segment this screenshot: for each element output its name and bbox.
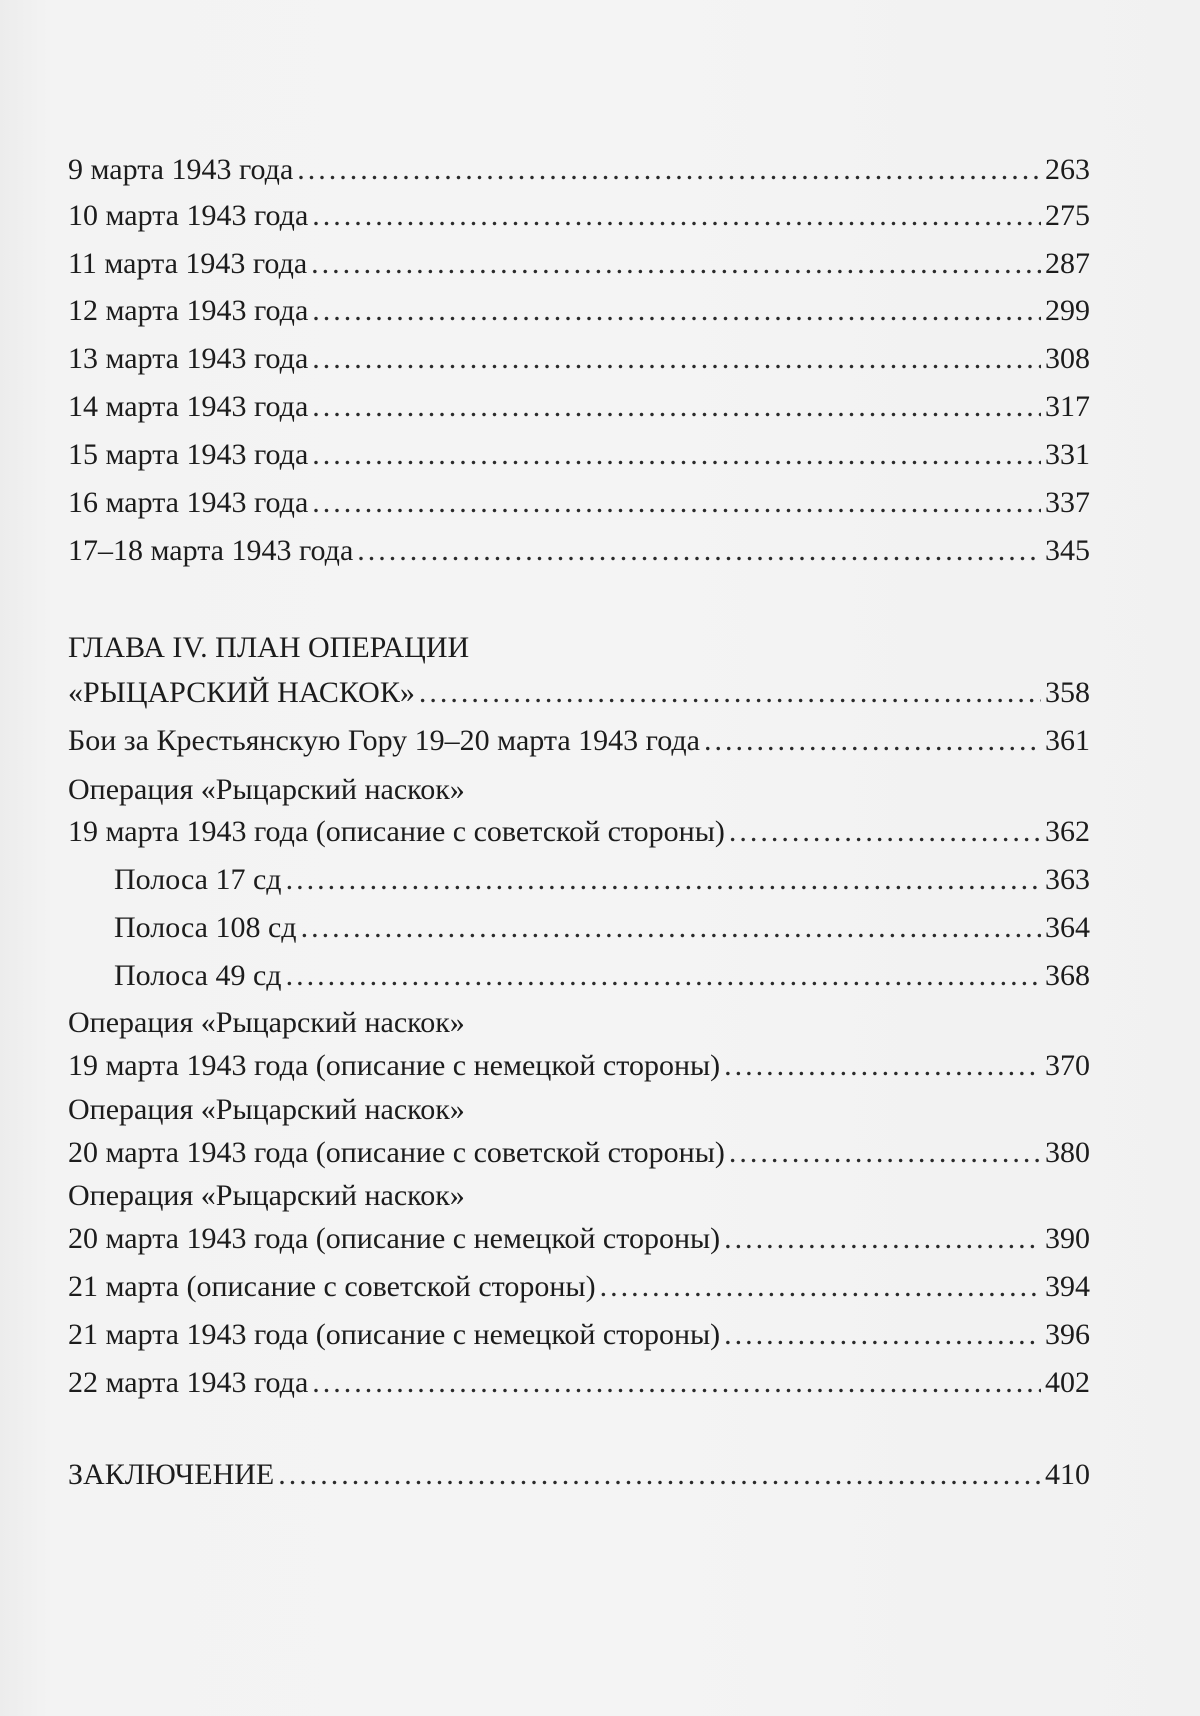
toc-page-number: 287 — [1045, 247, 1090, 280]
leader-dots — [724, 1313, 1041, 1357]
leader-dots — [419, 671, 1041, 715]
toc-entry-label: 19 марта 1943 года (описание с советской стороны) — [68, 815, 725, 848]
leader-dots — [704, 719, 1041, 763]
toc-page-number: 308 — [1045, 342, 1090, 375]
toc-entry-label: Бои за Крестьянскую Гору 19–20 марта 1943 года — [68, 724, 700, 757]
toc-entry-label: 19 марта 1943 года (описание с немецкой стороны) — [68, 1049, 721, 1082]
toc-entry-march-16 — [68, 481, 1090, 525]
toc-entry-march-15 — [68, 433, 1090, 477]
toc-entry-label: 17–18 марта 1943 года — [68, 534, 354, 567]
toc-entry-op-20-german — [68, 1217, 1090, 1261]
toc-entry-op-19-german — [68, 1044, 1090, 1088]
toc-page-number: 396 — [1045, 1318, 1090, 1351]
toc-entry-label: 20 марта 1943 года (описание с советской стороны) — [68, 1136, 725, 1169]
toc-entry-label: 21 марта (описание с советской стороны) — [68, 1270, 596, 1303]
toc-entry-label: 22 марта 1943 года — [68, 1366, 309, 1399]
toc-page-number: 358 — [1045, 676, 1090, 709]
toc-entry-march-21-soviet — [68, 1265, 1090, 1309]
leader-dots — [724, 1044, 1041, 1088]
toc-entry-march-12 — [68, 289, 1090, 333]
toc-page-number: 370 — [1045, 1049, 1090, 1082]
toc-page-number: 368 — [1045, 959, 1090, 992]
toc-entry-march-22 — [68, 1361, 1090, 1405]
leader-dots — [357, 529, 1041, 573]
leader-dots — [312, 433, 1041, 477]
leader-dots — [729, 1131, 1041, 1175]
toc-entry-label: «РЫЦАРСКИЙ НАСКОК» — [68, 676, 415, 709]
toc-entry-label: ЗАКЛЮЧЕНИЕ — [68, 1458, 275, 1491]
toc-page-number: 390 — [1045, 1222, 1090, 1255]
leader-dots — [312, 289, 1041, 333]
toc-page-number: 394 — [1045, 1270, 1090, 1303]
leader-dots — [278, 1453, 1041, 1497]
toc-page-number: 380 — [1045, 1136, 1090, 1169]
toc-page-number: 410 — [1045, 1458, 1090, 1491]
toc-entry-march-13 — [68, 337, 1090, 381]
toc-entry-march-9 — [68, 148, 1090, 192]
leader-dots — [312, 194, 1041, 238]
toc-page-number: 263 — [1045, 153, 1090, 186]
toc-page-number: 331 — [1045, 438, 1090, 471]
toc-page-number: 337 — [1045, 486, 1090, 519]
toc-entry-march-10 — [68, 194, 1090, 238]
leader-dots — [724, 1217, 1041, 1261]
toc-entry-march-14 — [68, 385, 1090, 429]
toc-entry-label: 10 марта 1943 года — [68, 199, 309, 232]
chapter-4-title: ГЛАВА IV. ПЛАН ОПЕРАЦИИ — [68, 631, 470, 664]
toc-page-number: 317 — [1045, 390, 1090, 423]
leader-dots — [600, 1265, 1041, 1309]
leader-dots — [286, 954, 1041, 998]
leader-dots — [311, 242, 1041, 286]
toc-entry-label: Полоса 108 сд — [114, 911, 297, 944]
toc-entry-label: Полоса 49 сд — [114, 959, 282, 992]
toc-page-number: 362 — [1045, 815, 1090, 848]
leader-dots — [312, 481, 1041, 525]
toc-page-number: 364 — [1045, 911, 1090, 944]
toc-entry-march-21-german — [68, 1313, 1090, 1357]
toc-entry-op-19-soviet — [68, 810, 1090, 854]
toc-entry-label: Полоса 17 сд — [114, 863, 282, 896]
toc-page-number: 361 — [1045, 724, 1090, 757]
toc-entry-label: 11 марта 1943 года — [68, 247, 308, 280]
toc-entry-march-17-18 — [68, 529, 1090, 573]
operation-title: Операция «Рыцарский наскок» — [68, 773, 465, 806]
toc-entry-label: 15 марта 1943 года — [68, 438, 309, 471]
toc-entry-march-11 — [68, 242, 1090, 286]
leader-dots — [312, 1361, 1041, 1405]
toc-entry-chapter-4 — [68, 671, 1090, 715]
leader-dots — [297, 148, 1041, 192]
leader-dots — [301, 906, 1041, 950]
toc-entry-label: 12 марта 1943 года — [68, 294, 309, 327]
toc-page-number: 402 — [1045, 1366, 1090, 1399]
toc-entry-conclusion — [68, 1453, 1090, 1497]
toc-page-number: 345 — [1045, 534, 1090, 567]
toc-entry-label: 16 марта 1943 года — [68, 486, 309, 519]
toc-page-number: 363 — [1045, 863, 1090, 896]
toc-entry-sector-49 — [114, 954, 1090, 998]
leader-dots — [286, 858, 1041, 902]
leader-dots — [312, 337, 1041, 381]
operation-title: Операция «Рыцарский наскок» — [68, 1093, 465, 1126]
leader-dots — [312, 385, 1041, 429]
toc-entry-label: 14 марта 1943 года — [68, 390, 309, 423]
leader-dots — [729, 810, 1041, 854]
toc-entry-sector-108 — [114, 906, 1090, 950]
toc-entry-label: 9 марта 1943 года — [68, 153, 294, 186]
toc-entry-op-20-soviet — [68, 1131, 1090, 1175]
toc-entry-kresty-battles — [68, 719, 1090, 763]
toc-page-number: 275 — [1045, 199, 1090, 232]
toc-entry-label: 21 марта 1943 года (описание с немецкой стороны) — [68, 1318, 721, 1351]
toc-entry-label: 20 марта 1943 года (описание с немецкой стороны) — [68, 1222, 721, 1255]
toc-page-number: 299 — [1045, 294, 1090, 327]
toc-entry-sector-17 — [114, 858, 1090, 902]
operation-title: Операция «Рыцарский наскок» — [68, 1179, 465, 1212]
operation-title: Операция «Рыцарский наскок» — [68, 1006, 465, 1039]
toc-entry-label: 13 марта 1943 года — [68, 342, 309, 375]
